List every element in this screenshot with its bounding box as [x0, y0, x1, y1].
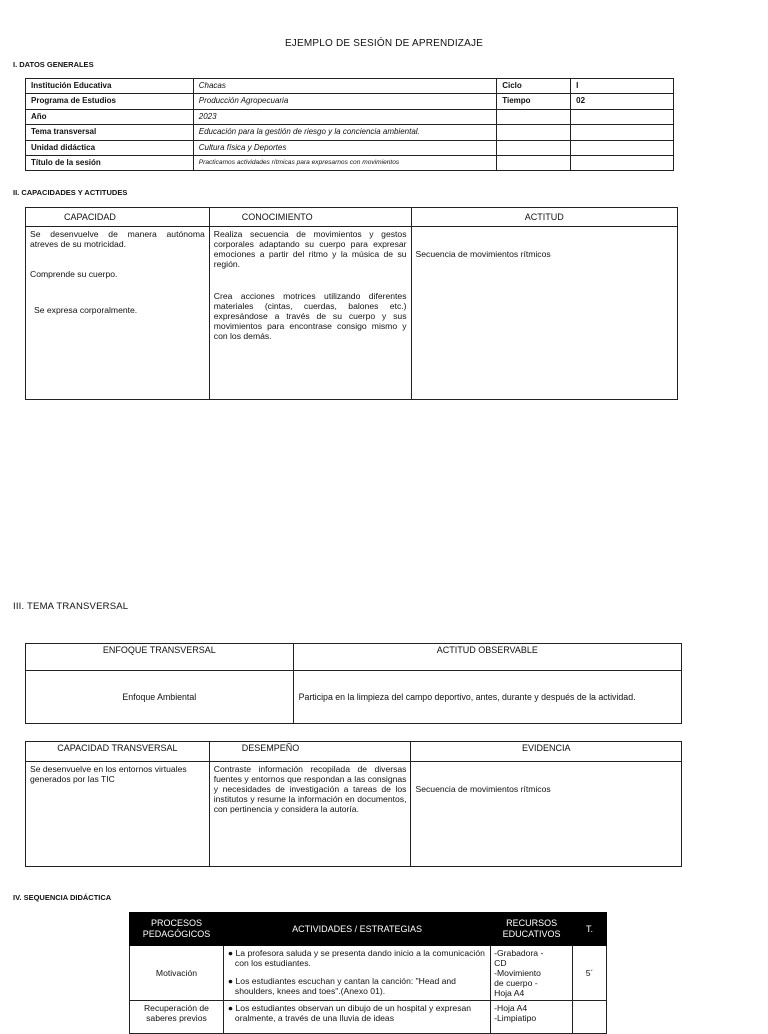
section-heading-datos: I. DATOS GENERALES	[13, 60, 94, 69]
conocimiento-item: Realiza secuencia de movimientos y gestos corporales adaptando su cuerpo para expresar emociones a partir del ritmo y la música de su región.	[213, 229, 407, 269]
cell-label: Programa de Estudios	[26, 94, 194, 109]
cell-value: Chacas	[193, 79, 496, 94]
header-actividades: ACTIVIDADES / ESTRATEGIAS	[223, 913, 490, 946]
capacidad-item: Comprende su cuerpo.	[30, 269, 118, 279]
conocimiento-cell	[209, 227, 411, 400]
document-title: EJEMPLO DE SESIÓN DE APRENDIZAJE	[284, 38, 484, 49]
capacidad-transversal-cell: Se desenvuelve en los entornos virtuales generados por las TIC	[26, 762, 210, 867]
proceso-cell: Recuperación de saberes previos	[130, 1001, 224, 1034]
secuencia-table	[129, 912, 607, 1034]
proceso-cell: Motivación	[130, 946, 224, 1001]
list-item-text: Los estudiantes escuchan y cantan la canción: "Head and shoulders, knees and toes".(Anexo 01).	[234, 976, 456, 996]
actitud-observable-cell: Participa en la limpieza del campo deportivo, antes, durante y después de la actividad.	[293, 671, 681, 724]
conocimiento-item: Crea acciones motrices utilizando diferentes materiales (cintas, cuerdas, balones etc.) expresándose a través de su cuerpo y sus movimientos para encontrase consigo mismo y con los demás.	[213, 291, 407, 341]
cell-empty	[497, 109, 571, 124]
recurso-item: -Limpiatipo	[494, 1013, 537, 1023]
recursos-cell	[491, 1001, 573, 1034]
table-row	[26, 671, 682, 724]
enfoque-cell: Enfoque Ambiental	[26, 671, 294, 724]
table-row	[26, 762, 682, 867]
list-item-text: Los estudiantes observan un dibujo de un hospital y expresan oralmente, a través de una lluvia de ideas	[234, 1003, 472, 1023]
recurso-item: Hoja A4	[494, 988, 525, 998]
cell-label: Año	[26, 109, 194, 124]
capacidad-transversal-table	[25, 741, 682, 867]
evidencia-cell	[411, 762, 682, 867]
cell-empty	[571, 125, 674, 140]
header-actitud-observable: ACTITUD OBSERVABLE	[293, 644, 681, 671]
table-row	[130, 1001, 607, 1034]
capacidad-item: Se desenvuelve de manera autónoma atreves de su motricidad.	[30, 229, 205, 249]
cell-label: Institución Educativa	[26, 79, 194, 94]
cell-value: Practicamos actividades rítmicas para expresarnos con movimientos	[193, 155, 496, 170]
table-row	[130, 946, 607, 1001]
table-row	[26, 155, 674, 170]
table-header-row	[26, 644, 682, 671]
header-conocimiento: CONOCIMIENTO	[209, 208, 411, 227]
list-item: ● Los estudiantes escuchan y cantan la canción: "Head and shoulders, knees and toes".(Anexo 01).	[227, 976, 456, 996]
cell-value: 02	[571, 94, 674, 109]
desempeno-cell: Contraste información recopilada de diversas fuentes y entornos que respondan a las consignas y necesidades de investigación a tareas de los institutos y resume la información en documentos, con pertinencia y considera la autoría.	[209, 762, 411, 867]
cell-label: Unidad didáctica	[26, 140, 194, 155]
table-row	[26, 79, 674, 94]
header-tiempo: T.	[573, 913, 607, 946]
table-row	[26, 227, 678, 400]
list-item: ● La profesora saluda y se presenta dando inicio a la comunicación con los estudiantes.	[227, 948, 485, 968]
cell-empty	[571, 109, 674, 124]
header-capacidad-transversal: CAPACIDAD TRANSVERSAL	[26, 742, 210, 762]
cell-value: 2023	[193, 109, 496, 124]
header-capacidad: CAPACIDAD	[26, 208, 210, 227]
cell-empty	[571, 155, 674, 170]
recurso-item: -Grabadora -	[494, 948, 544, 958]
header-evidencia: EVIDENCIA	[411, 742, 682, 762]
cell-label: Tiempo	[497, 94, 571, 109]
table-row	[26, 109, 674, 124]
cell-label: Ciclo	[497, 79, 571, 94]
cell-value: Educación para la gestión de riesgo y la conciencia ambiental.	[193, 125, 496, 140]
evidencia-text: Secuencia de movimientos rítmicos	[415, 784, 551, 794]
section-heading-secuencia: IV. SEQUENCIA DIDÁCTICA	[13, 893, 112, 902]
cell-value: I	[571, 79, 674, 94]
recurso-item: -Hoja A4	[494, 1003, 528, 1013]
section-heading-tema: III. TEMA TRANSVERSAL	[13, 601, 129, 612]
section-heading-capacidades: II. CAPACIDADES Y ACTITUDES	[13, 188, 128, 197]
header-recursos: RECURSOS EDUCATIVOS	[491, 913, 573, 946]
table-row	[26, 125, 674, 140]
table-row	[26, 94, 674, 109]
header-desempeno: DESEMPEÑO	[209, 742, 411, 762]
cell-label: Título de la sesión	[26, 155, 194, 170]
recurso-item: de cuerpo -	[494, 978, 538, 988]
header-procesos: PROCESOS PEDAGÓGICOS	[130, 913, 224, 946]
table-row	[26, 140, 674, 155]
list-item: ● Los estudiantes observan un dibujo de un hospital y expresan oralmente, a través de una lluvia de ideas	[227, 1003, 472, 1023]
cell-empty	[497, 140, 571, 155]
tiempo-cell	[573, 1001, 607, 1034]
list-item-text: La profesora saluda y se presenta dando inicio a la comunicación con los estudiantes.	[234, 948, 485, 968]
recurso-item: CD	[494, 958, 507, 968]
capacidades-table	[25, 207, 678, 400]
header-enfoque: ENFOQUE TRANSVERSAL	[26, 644, 294, 671]
cell-empty	[497, 125, 571, 140]
cell-empty	[571, 140, 674, 155]
recursos-cell	[491, 946, 573, 1001]
capacidad-item: Se expresa corporalmente.	[34, 305, 138, 315]
actividades-cell	[223, 946, 490, 1001]
actitud-cell	[411, 227, 677, 400]
datos-generales-table	[25, 78, 674, 171]
capacidad-cell	[26, 227, 210, 400]
table-header-row	[26, 208, 678, 227]
table-header-row	[26, 742, 682, 762]
enfoque-table	[25, 643, 682, 724]
tiempo-cell: 5´	[573, 946, 607, 1001]
recurso-item: -Movimiento	[494, 968, 541, 978]
cell-value: Cultura física y Deportes	[193, 140, 496, 155]
actitud-text: Secuencia de movimientos rítmicos	[415, 249, 551, 259]
actividades-cell	[223, 1001, 490, 1034]
table-header-row	[130, 913, 607, 946]
cell-label: Tema transversal	[26, 125, 194, 140]
header-actitud: ACTITUD	[411, 208, 677, 227]
cell-value: Producción Agropecuaria	[193, 94, 496, 109]
cell-empty	[497, 155, 571, 170]
